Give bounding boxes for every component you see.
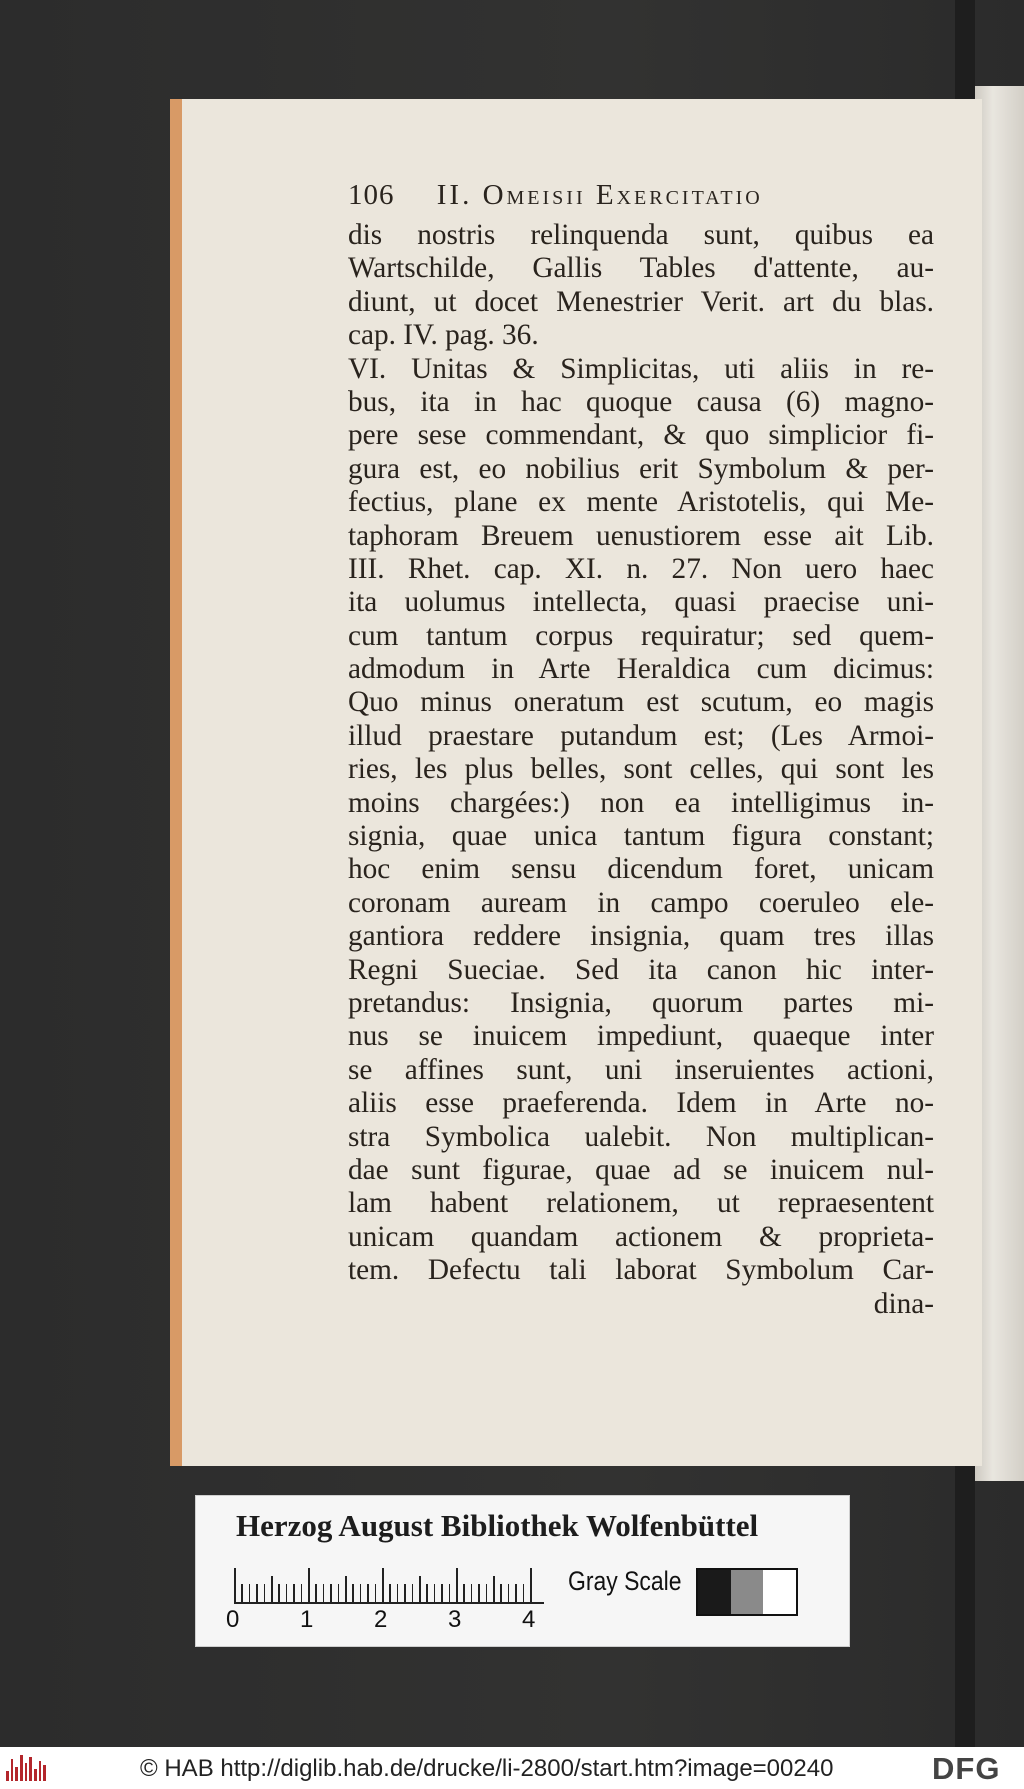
ruler-tick (375, 1584, 377, 1604)
ruler-tick (301, 1584, 303, 1604)
text-line: nus se inuicem impediunt, quaeque inter (348, 1020, 934, 1053)
ruler-tick (530, 1568, 532, 1604)
ruler-tick (323, 1584, 325, 1604)
footer-bar (0, 1747, 1024, 1789)
ruler-tick (249, 1584, 251, 1604)
text-line: cum tantum corpus requiratur; sed quem- (348, 619, 934, 652)
ruler-tick (293, 1584, 295, 1604)
text-line: bus, ita in hac quoque causa (6) magno- (348, 385, 934, 418)
scale-ruler (234, 1566, 544, 1604)
running-title: II. Omeisii Exercitatio (436, 179, 763, 211)
ruler-tick (486, 1584, 488, 1604)
text-line: taphoram Breuem uenustiorem esse ait Lib. (348, 519, 934, 552)
text-line: pretandus: Insignia, quorum partes mi- (348, 986, 934, 1019)
ruler-label: 0 (226, 1606, 240, 1633)
text-line: moins chargées:) non ea intelligimus in- (348, 786, 934, 819)
text-line: III. Rhet. cap. XI. n. 27. Non uero haec (348, 552, 934, 585)
color-card (195, 1495, 850, 1647)
text-line: admodum in Arte Heraldica cum dicimus: (348, 653, 934, 686)
ruler-tick (434, 1584, 436, 1604)
text-line: ries, les plus belles, sont celles, qui sont les (348, 753, 934, 786)
text-line: fectius, plane ex mente Aristotelis, qui Me- (348, 486, 934, 519)
text-line: dae sunt figurae, quae ad se inuicem nul- (348, 1153, 934, 1186)
ruler-tick (523, 1584, 525, 1604)
dfg-logo: DFG (932, 1751, 1001, 1786)
ruler-tick (382, 1568, 384, 1604)
ruler-tick (278, 1584, 280, 1604)
text-line: hoc enim sensu dicendum foret, unicam (348, 853, 934, 886)
gray-scale-label: Gray Scale (568, 1566, 682, 1596)
ruler-tick (478, 1584, 480, 1604)
ruler-tick (426, 1584, 428, 1604)
ruler-tick (308, 1568, 310, 1604)
page-number: 106 (348, 179, 395, 211)
text-line: pere sese commendant, & quo simplicior fi- (348, 419, 934, 452)
page-header (348, 179, 868, 215)
text-line: dis nostris relinquenda sunt, quibus ea (348, 219, 934, 251)
book-page (170, 99, 982, 1466)
text-line: coronam auream in campo coeruleo ele- (348, 886, 934, 919)
ruler-tick (404, 1584, 406, 1604)
ruler-tick (389, 1584, 391, 1604)
text-line: cap. IV. pag. 36. (348, 319, 539, 352)
ruler-tick (449, 1584, 451, 1604)
ruler-tick (367, 1584, 369, 1604)
ruler-tick (315, 1584, 317, 1604)
ruler-tick (456, 1568, 458, 1604)
ruler-tick (500, 1584, 502, 1604)
gray-scale-swatches (696, 1568, 798, 1616)
ruler-tick (345, 1576, 347, 1604)
text-line: diunt, ut docet Menestrier Verit. art du blas. (348, 285, 934, 318)
text-line: tem. Defectu tali laborat Symbolum Car- (348, 1254, 934, 1287)
ruler-tick (264, 1584, 266, 1604)
ruler-tick (419, 1576, 421, 1604)
text-line: se affines sunt, uni inseruientes actioni, (348, 1053, 934, 1086)
text-line: ita uolumus intellecta, quasi praecise uni- (348, 586, 934, 619)
text-line: lam habent relationem, ut repraesentent (348, 1187, 934, 1220)
ruler-tick (286, 1584, 288, 1604)
gray-swatch (731, 1570, 764, 1614)
text-line: Regni Sueciae. Sed ita canon hic inter- (348, 953, 934, 986)
ruler-label: 3 (448, 1606, 462, 1633)
ruler-tick (508, 1584, 510, 1604)
ruler-tick (515, 1584, 517, 1604)
ruler-tick (330, 1584, 332, 1604)
ruler-label: 2 (374, 1606, 388, 1633)
ruler-tick (471, 1584, 473, 1604)
ruler-label: 4 (522, 1606, 536, 1633)
ruler-label: 1 (300, 1606, 314, 1633)
ruler-tick (234, 1568, 236, 1604)
text-line: VI. Unitas & Simplicitas, uti aliis in re- (348, 352, 934, 385)
library-name: Herzog August Bibliothek Wolfenbüttel (236, 1508, 759, 1543)
ruler-tick (256, 1584, 258, 1604)
ruler-tick (412, 1584, 414, 1604)
ruler-tick (463, 1584, 465, 1604)
text-line: Wartschilde, Gallis Tables d'attente, au- (348, 252, 934, 285)
ruler-tick (241, 1584, 243, 1604)
text-line: Quo minus oneratum est scutum, eo magis (348, 686, 934, 719)
text-line: aliis esse praeferenda. Idem in Arte no- (348, 1087, 934, 1120)
gray-swatch (698, 1570, 731, 1614)
ruler-tick (493, 1576, 495, 1604)
text-line: gura est, eo nobilius erit Symbolum & per- (348, 452, 934, 485)
page-text (348, 219, 934, 1321)
ruler-tick (360, 1584, 362, 1604)
ruler-tick (397, 1584, 399, 1604)
footer-credit: © HAB http://diglib.hab.de/drucke/li-2800/start.htm?image=00240 (140, 1755, 834, 1782)
text-line: signia, quae unica tantum figura constant; (348, 820, 934, 853)
ruler-tick (338, 1584, 340, 1604)
text-line: gantiora reddere insignia, quam tres illas (348, 920, 934, 953)
ruler-tick (441, 1584, 443, 1604)
text-line: illud praestare putandum est; (Les Armoi- (348, 719, 934, 752)
ruler-tick (352, 1584, 354, 1604)
ruler-labels (226, 1606, 556, 1636)
text-line: unicam quandam actionem & proprieta- (348, 1220, 934, 1253)
text-line: stra Symbolica ualebit. Non multiplican- (348, 1120, 934, 1153)
gray-swatch (763, 1570, 796, 1614)
hab-logo-icon (6, 1755, 46, 1781)
text-line: dina- (873, 1287, 934, 1320)
ruler-tick (271, 1576, 273, 1604)
